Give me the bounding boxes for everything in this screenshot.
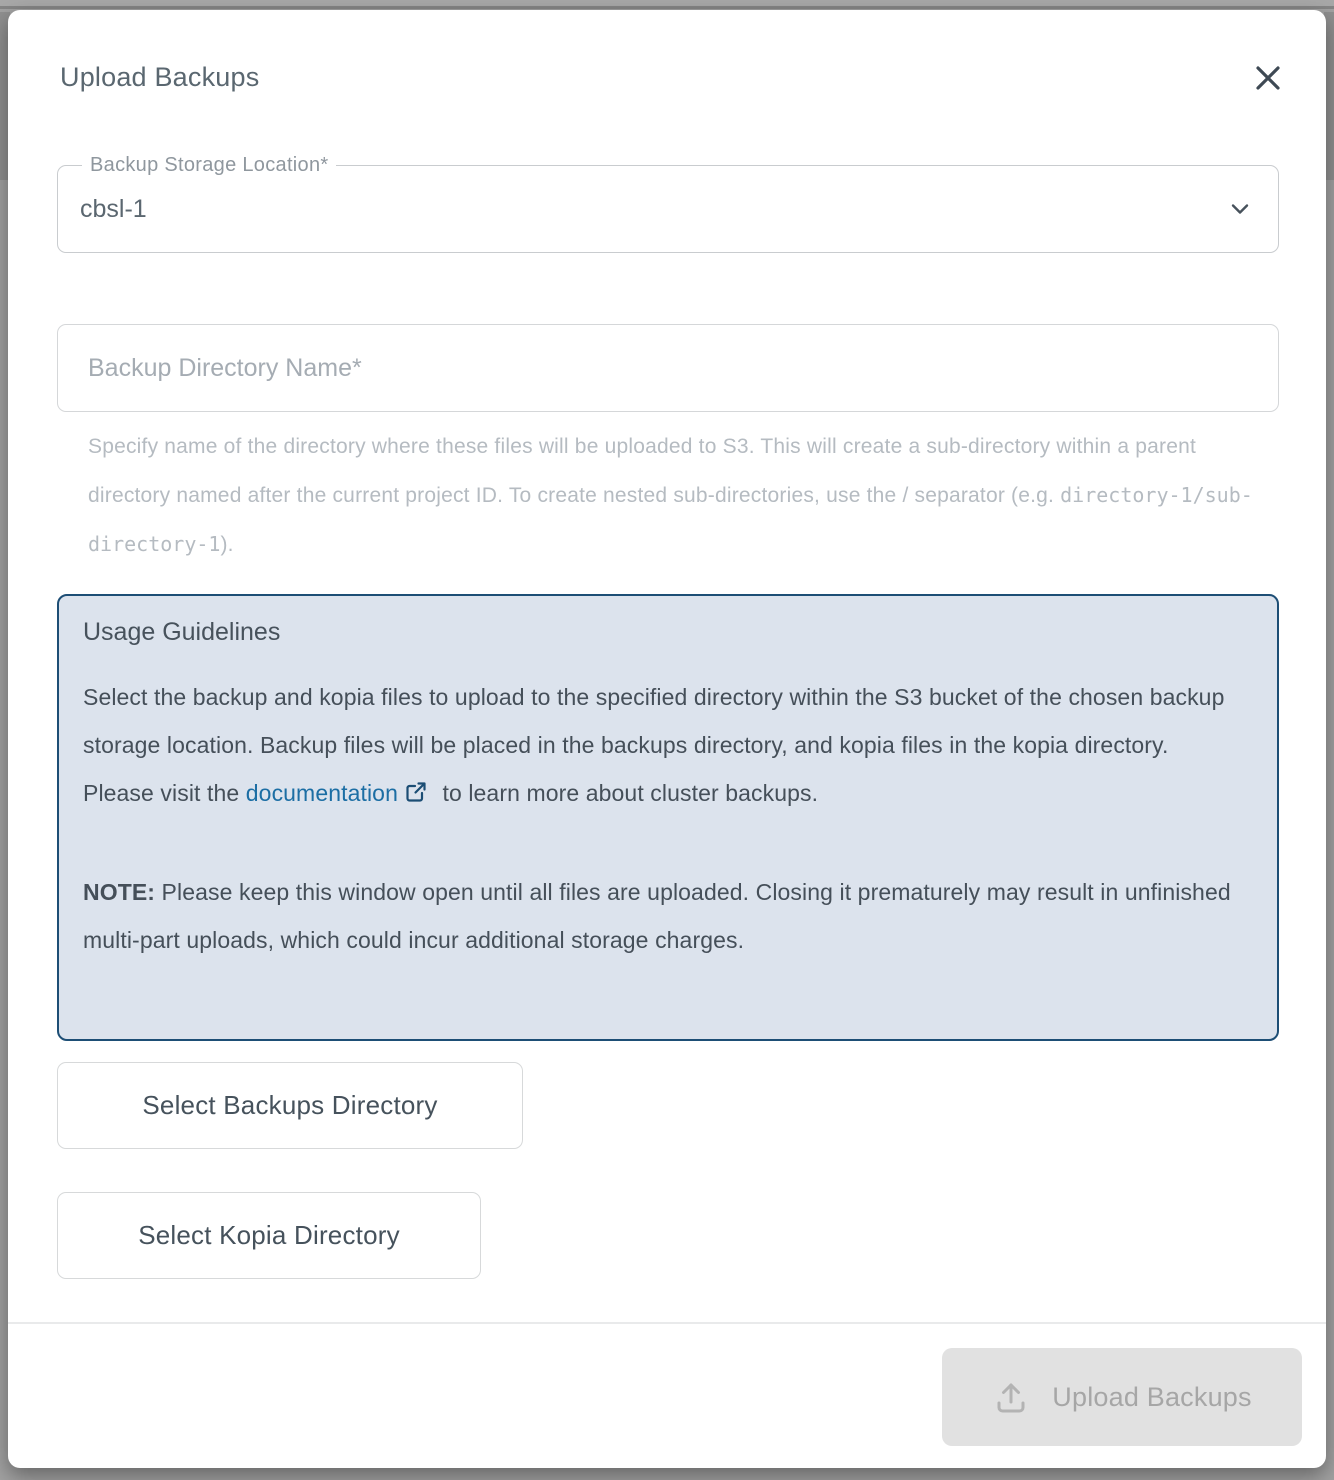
helper-text-mono: directory-1/sub-directory-1 [88,483,1253,556]
guidelines-paragraph [83,769,1253,820]
backup-storage-location-label: Backup Storage Location* [82,154,336,177]
helper-text-part: Specify name of the directory where these files will be uploaded to S3. This will create a sub-directory within a parent directory named after the current project ID. To create nested sub-directories, use the / separator (e.g. [88,435,1196,507]
close-icon [1252,62,1284,94]
external-link-icon [404,772,428,820]
guidelines-note [83,868,1253,964]
upload-button-label: Upload Backups [1052,1381,1252,1412]
note-label: NOTE: [83,879,156,905]
backdrop [0,0,1334,9]
upload-backups-dialog [8,10,1326,1468]
guidelines-text-part: Please visit the [83,780,246,806]
close-button[interactable] [1248,58,1288,98]
usage-guidelines-panel [57,594,1279,1041]
footer-divider [8,1322,1326,1324]
helper-text-part: ). [220,533,234,556]
dialog-title: Upload Backups [60,62,260,92]
select-backups-directory-button[interactable]: Select Backups Directory [57,1062,523,1149]
select-kopia-directory-button[interactable]: Select Kopia Directory [57,1192,481,1279]
upload-icon [992,1378,1030,1416]
documentation-link[interactable] [246,780,436,806]
upload-backups-button[interactable] [942,1348,1302,1446]
note-text: Please keep this window open until all files are uploaded. Closing it prematurely may result in unfinished multi-part uploads, which could incur additional storage charges. [83,879,1231,953]
documentation-link-label: documentation [245,780,398,806]
chevron-down-icon [1226,195,1254,223]
backup-storage-location-value: cbsl-1 [80,194,147,223]
backup-storage-location-select[interactable] [57,154,1279,253]
usage-guidelines-title: Usage Guidelines [83,618,281,646]
guidelines-paragraph: Select the backup and kopia files to upload to the specified directory within the S3 bucket of the chosen backup storage location. Backup files will be placed in the backups directory, and kopia files in the kopia directory. [83,684,1225,758]
backup-directory-helper-text [88,423,1258,569]
guidelines-text-part: to learn more about cluster backups. [435,780,819,806]
backup-directory-name-input[interactable] [57,324,1279,412]
